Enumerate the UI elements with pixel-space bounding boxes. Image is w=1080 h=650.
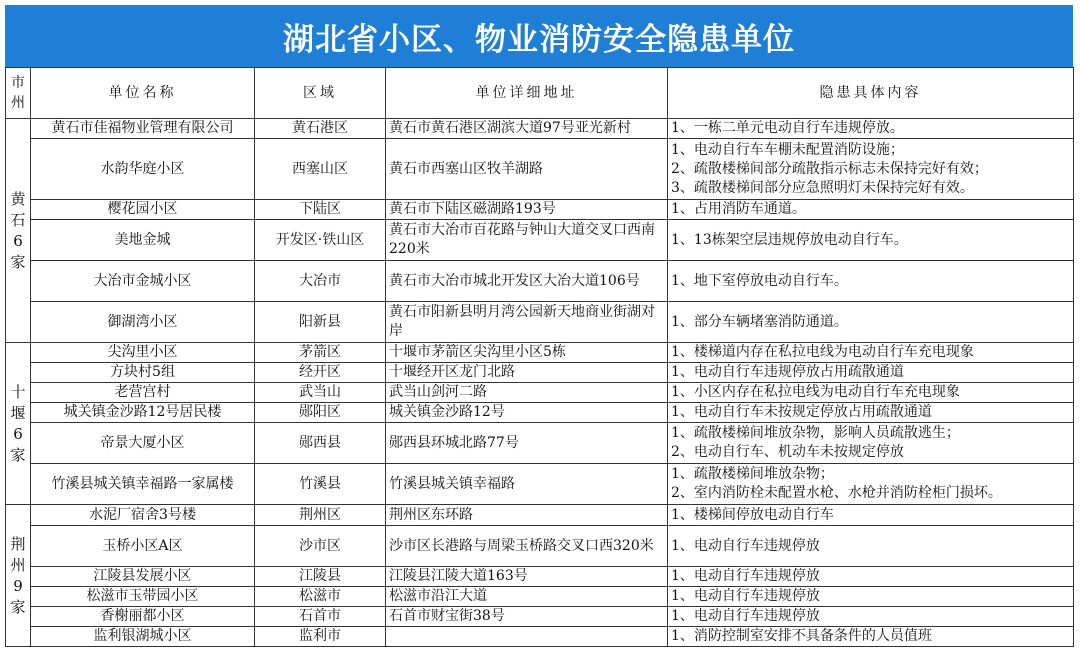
district-cell: 郧西县 bbox=[255, 423, 386, 464]
district-cell: 江陵县 bbox=[255, 567, 386, 587]
district-cell: 大冶市 bbox=[255, 261, 386, 302]
address-cell: 十堰市茅箭区尖沟里小区5栋 bbox=[386, 343, 668, 363]
city-cell: 荆州9家 bbox=[6, 505, 31, 647]
table-row bbox=[6, 505, 1074, 526]
unit-name-cell: 监利银湖城小区 bbox=[31, 627, 255, 647]
unit-name-cell: 玉桥小区A区 bbox=[31, 526, 255, 567]
issue-line: 1、部分车辆堵塞消防通道。 bbox=[671, 313, 848, 330]
issues-cell bbox=[668, 220, 1074, 261]
table-row bbox=[6, 567, 1074, 587]
header-row bbox=[6, 68, 1074, 119]
header-address: 单位详细地址 bbox=[386, 68, 668, 119]
table-row bbox=[6, 526, 1074, 567]
issue-line: 1、电动自行车违规停放 bbox=[671, 608, 820, 624]
header-issues: 隐患具体内容 bbox=[668, 68, 1074, 119]
unit-name-cell: 黄石市佳福物业管理有限公司 bbox=[31, 119, 255, 139]
header-name: 单位名称 bbox=[31, 68, 255, 119]
unit-name-cell: 水泥厂宿舍3号楼 bbox=[31, 505, 255, 526]
unit-name-cell: 老营宫村 bbox=[31, 383, 255, 403]
district-cell: 西塞山区 bbox=[255, 139, 386, 200]
issue-line: 3、疏散楼梯间部分应急照明灯未保持完好有效。 bbox=[671, 179, 974, 196]
unit-name-cell: 樱花园小区 bbox=[31, 200, 255, 220]
unit-name-cell: 帝景大厦小区 bbox=[31, 423, 255, 464]
table-row bbox=[6, 343, 1074, 363]
issues-cell bbox=[668, 423, 1074, 464]
issues-cell bbox=[668, 139, 1074, 200]
district-cell: 黄石港区 bbox=[255, 119, 386, 139]
unit-name-cell: 松滋市玉带园小区 bbox=[31, 587, 255, 607]
district-cell: 监利市 bbox=[255, 627, 386, 647]
issues-cell bbox=[668, 526, 1074, 567]
address-cell bbox=[386, 627, 668, 647]
table-row bbox=[6, 200, 1074, 220]
issue-line: 1、疏散楼梯间堆放杂物，影响人员疏散逃生； bbox=[671, 425, 960, 441]
issues-cell bbox=[668, 363, 1074, 383]
table-row bbox=[6, 302, 1074, 343]
address-cell: 石首市财宝街38号 bbox=[386, 607, 668, 627]
table-row bbox=[6, 220, 1074, 261]
issue-line: 1、地下室停放电动自行车。 bbox=[671, 272, 848, 289]
address-cell: 沙市区长港路与周梁玉桥路交叉口西320米 bbox=[386, 526, 668, 567]
unit-name-cell: 大冶市金城小区 bbox=[31, 261, 255, 302]
address-cell: 黄石市大冶市百花路与钟山大道交叉口西南220米 bbox=[386, 220, 668, 261]
table-body bbox=[6, 119, 1074, 647]
table-row bbox=[6, 363, 1074, 383]
table-row bbox=[6, 403, 1074, 423]
district-cell: 开发区·铁山区 bbox=[255, 220, 386, 261]
issues-cell bbox=[668, 383, 1074, 403]
hazard-table bbox=[5, 67, 1074, 647]
district-cell: 阳新县 bbox=[255, 302, 386, 343]
issue-line: 2、室内消防栓未配置水枪、水枪并消防栓柜门损坏。 bbox=[671, 485, 1002, 501]
address-cell: 黄石市下陆区磁湖路193号 bbox=[386, 200, 668, 220]
district-cell: 荆州区 bbox=[255, 505, 386, 526]
issues-cell bbox=[668, 343, 1074, 363]
issue-line: 1、楼梯道内存在私拉电线为电动自行车充电现象 bbox=[671, 344, 974, 360]
issue-line: 1、电动自行车未按规定停放占用疏散通道 bbox=[671, 404, 932, 420]
address-cell: 竹溪县城关镇幸福路 bbox=[386, 464, 668, 505]
table-row bbox=[6, 587, 1074, 607]
unit-name-cell: 竹溪县城关镇幸福路一家属楼 bbox=[31, 464, 255, 505]
page-title: 湖北省小区、物业消防安全隐患单位 bbox=[5, 5, 1073, 67]
issues-cell bbox=[668, 505, 1074, 526]
address-cell: 城关镇金沙路12号 bbox=[386, 403, 668, 423]
issue-line: 1、一栋二单元电动自行车违规停放。 bbox=[671, 120, 904, 136]
issue-line: 1、电动自行车违规停放 bbox=[671, 568, 820, 584]
issues-cell bbox=[668, 261, 1074, 302]
issues-cell bbox=[668, 627, 1074, 647]
header-district: 区域 bbox=[255, 68, 386, 119]
issue-line: 1、占用消防车通道。 bbox=[671, 201, 806, 217]
table-row bbox=[6, 383, 1074, 403]
district-cell: 郧阳区 bbox=[255, 403, 386, 423]
unit-name-cell: 城关镇金沙路12号居民楼 bbox=[31, 403, 255, 423]
unit-name-cell: 尖沟里小区 bbox=[31, 343, 255, 363]
issue-line: 1、消防控制室安排不具备条件的人员值班 bbox=[671, 628, 932, 644]
district-cell: 下陆区 bbox=[255, 200, 386, 220]
issue-line: 2、电动自行车、机动车未按规定停放 bbox=[671, 444, 904, 460]
issue-line: 1、电动自行车违规停放占用疏散通道 bbox=[671, 364, 904, 380]
district-cell: 竹溪县 bbox=[255, 464, 386, 505]
address-cell: 黄石市大冶市城北开发区大冶大道106号 bbox=[386, 261, 668, 302]
table-row bbox=[6, 119, 1074, 139]
address-cell: 江陵县江陵大道163号 bbox=[386, 567, 668, 587]
table-row bbox=[6, 261, 1074, 302]
district-cell: 经开区 bbox=[255, 363, 386, 383]
unit-name-cell: 水韵华庭小区 bbox=[31, 139, 255, 200]
address-cell: 黄石市西塞山区牧羊湖路 bbox=[386, 139, 668, 200]
table-row bbox=[6, 627, 1074, 647]
issue-line: 1、电动自行车违规停放 bbox=[671, 537, 820, 554]
address-cell: 武当山剑河二路 bbox=[386, 383, 668, 403]
issue-line: 2、疏散楼梯间部分疏散指示标志未保持完好有效； bbox=[671, 160, 988, 177]
district-cell: 石首市 bbox=[255, 607, 386, 627]
district-cell: 松滋市 bbox=[255, 587, 386, 607]
district-cell: 武当山 bbox=[255, 383, 386, 403]
address-cell: 松滋市沿江大道 bbox=[386, 587, 668, 607]
city-cell: 黄石6家 bbox=[6, 119, 31, 343]
issues-cell bbox=[668, 464, 1074, 505]
table-row bbox=[6, 607, 1074, 627]
issues-cell bbox=[668, 403, 1074, 423]
address-cell: 郧西县环城北路77号 bbox=[386, 423, 668, 464]
issues-cell bbox=[668, 587, 1074, 607]
issue-line: 1、电动自行车车棚未配置消防设施； bbox=[671, 141, 904, 158]
issues-cell bbox=[668, 607, 1074, 627]
address-cell: 黄石市黄石港区湖滨大道97号亚光新村 bbox=[386, 119, 668, 139]
issues-cell bbox=[668, 567, 1074, 587]
address-cell: 十堰经开区龙门北路 bbox=[386, 363, 668, 383]
issue-line: 1、13栋架空层违规停放电动自行车。 bbox=[671, 231, 908, 248]
table-row bbox=[6, 423, 1074, 464]
address-cell: 荆州区东环路 bbox=[386, 505, 668, 526]
unit-name-cell: 美地金城 bbox=[31, 220, 255, 261]
unit-name-cell: 香榭丽都小区 bbox=[31, 607, 255, 627]
city-cell: 十堰6家 bbox=[6, 343, 31, 505]
header-city: 市州 bbox=[6, 68, 31, 119]
table-row bbox=[6, 464, 1074, 505]
issue-line: 1、小区内存在私拉电线为电动自行车充电现象 bbox=[671, 384, 960, 400]
issues-cell bbox=[668, 200, 1074, 220]
table-row bbox=[6, 139, 1074, 200]
issues-cell bbox=[668, 119, 1074, 139]
district-cell: 沙市区 bbox=[255, 526, 386, 567]
issue-line: 1、疏散楼梯间堆放杂物； bbox=[671, 466, 834, 482]
unit-name-cell: 江陵县发展小区 bbox=[31, 567, 255, 587]
address-cell: 黄石市阳新县明月湾公园新天地商业街湖对岸 bbox=[386, 302, 668, 343]
unit-name-cell: 方块村5组 bbox=[31, 363, 255, 383]
issues-cell bbox=[668, 302, 1074, 343]
issue-line: 1、楼梯间停放电动自行车 bbox=[671, 506, 834, 523]
district-cell: 茅箭区 bbox=[255, 343, 386, 363]
unit-name-cell: 御湖湾小区 bbox=[31, 302, 255, 343]
issue-line: 1、电动自行车违规停放 bbox=[671, 588, 820, 604]
